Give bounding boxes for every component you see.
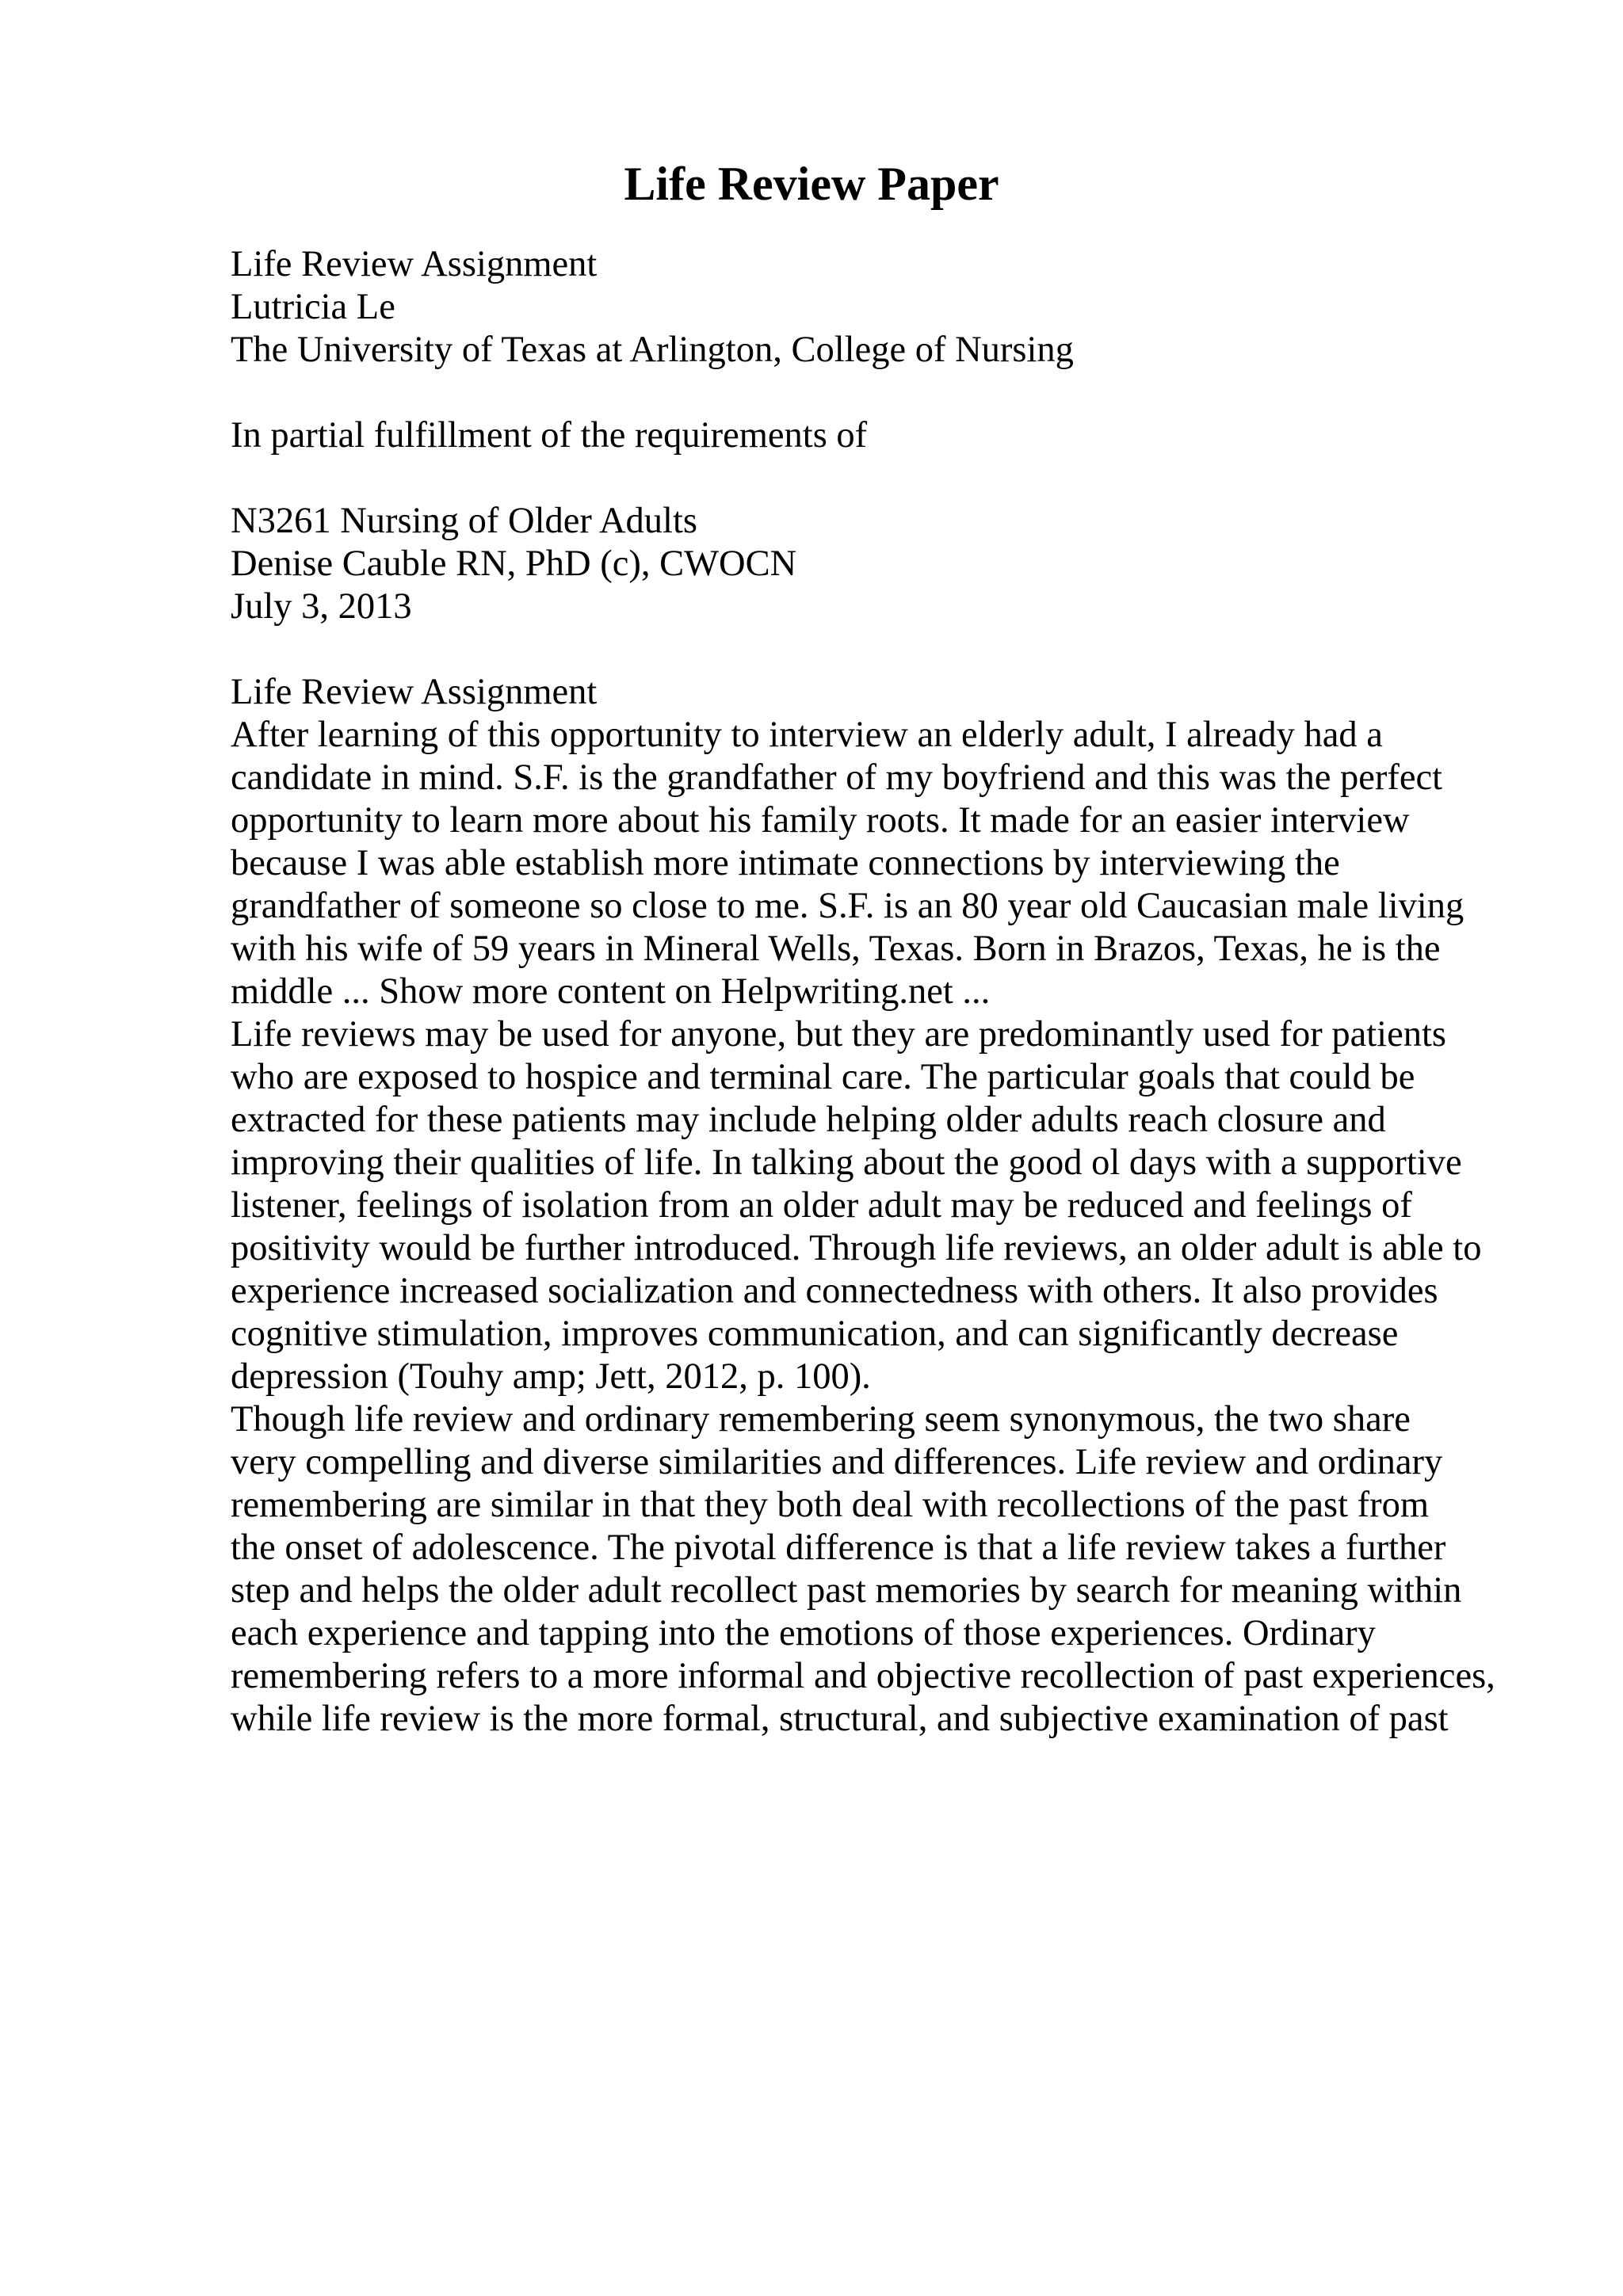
paragraph-line: Though life review and ordinary remembering seem synonymous, the two share (231, 1399, 1411, 1440)
paragraph-line: who are exposed to hospice and terminal care. The particular goals that could be (231, 1057, 1415, 1097)
paragraph-line: opportunity to learn more about his family roots. It made for an easier interview (231, 800, 1410, 841)
paragraph-line: cognitive stimulation, improves communication, and can significantly decrease (231, 1314, 1399, 1354)
paragraph-line: remembering refers to a more informal and objective recollection of past experiences, (231, 1656, 1495, 1696)
author-name: Lutricia Le (231, 287, 395, 327)
fulfillment-statement: In partial fulfillment of the requirements of (231, 415, 868, 456)
paragraph-2 (231, 1013, 1514, 1398)
spacer (231, 457, 1514, 500)
paragraph-line: each experience and tapping into the emotions of those experiences. Ordinary (231, 1613, 1376, 1653)
paragraph-line: grandfather of someone so close to me. S.F. is an 80 year old Caucasian male living (231, 886, 1465, 926)
paragraph-line: depression (Touhy amp; Jett, 2012, p. 100). (231, 1356, 871, 1397)
header-block (231, 243, 1514, 671)
paragraph-line: extracted for these patients may include helping older adults reach closure and (231, 1100, 1386, 1140)
paragraph-line: with his wife of 59 years in Mineral Wells, Texas. Born in Brazos, Texas, he is the (231, 929, 1441, 969)
paragraph-3 (231, 1398, 1514, 1741)
spacer (231, 628, 1514, 671)
document-date: July 3, 2013 (231, 586, 412, 627)
paragraph-line: candidate in mind. S.F. is the grandfather of my boyfriend and this was the perfect (231, 757, 1443, 798)
document-content (231, 243, 1514, 1741)
section-heading: Life Review Assignment (231, 672, 598, 712)
institution-name: The University of Texas at Arlington, College of Nursing (231, 330, 1074, 370)
paragraph-line: while life review is the more formal, structural, and subjective examination of past (231, 1699, 1449, 1739)
paragraph-line: After learning of this opportunity to interview an elderly adult, I already had a (231, 715, 1383, 755)
paragraph-line: very compelling and diverse similarities and differences. Life review and ordinary (231, 1442, 1443, 1482)
paragraph-line: improving their qualities of life. In talking about the good ol days with a supportive (231, 1142, 1462, 1183)
paragraph-line: positivity would be further introduced. Through life reviews, an older adult is able to (231, 1228, 1482, 1268)
paragraph-line: the onset of adolescence. The pivotal difference is that a life review takes a further (231, 1527, 1446, 1568)
paragraph-line: Life reviews may be used for anyone, but they are predominantly used for patients (231, 1014, 1447, 1055)
paragraph-line: remembering are similar in that they both deal with recollections of the past from (231, 1485, 1430, 1525)
paragraph-line: step and helps the older adult recollect past memories by search for meaning within (231, 1570, 1462, 1611)
course-name: N3261 Nursing of Older Adults (231, 501, 697, 541)
paragraph-1 (231, 714, 1514, 1013)
paragraph-line: experience increased socialization and connectedness with others. It also provides (231, 1271, 1438, 1311)
body-block (231, 671, 1514, 1741)
instructor-name: Denise Cauble RN, PhD (c), CWOCN (231, 543, 797, 584)
paragraph-line: because I was able establish more intimate connections by interviewing the (231, 843, 1340, 883)
assignment-name: Life Review Assignment (231, 244, 598, 284)
spacer (231, 372, 1514, 414)
document-title: Life Review Paper (624, 158, 999, 210)
paragraph-line: listener, feelings of isolation from an older adult may be reduced and feelings of (231, 1185, 1412, 1226)
paragraph-line: middle ... Show more content on Helpwriting.net ... (231, 971, 991, 1012)
